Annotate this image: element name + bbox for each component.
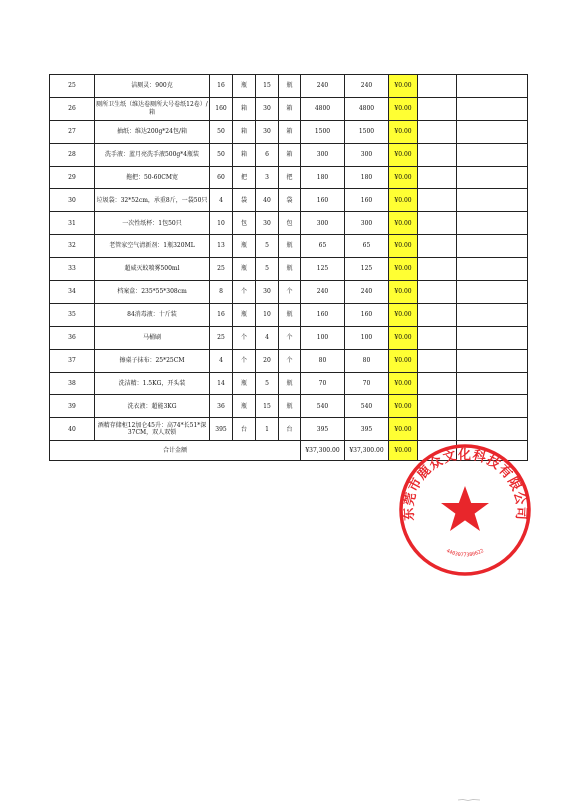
cell-no: 37: [50, 349, 95, 372]
cell-blank: [418, 418, 457, 441]
table-row: [50, 258, 528, 281]
cell-price: 300: [301, 212, 345, 235]
cell-item: 老管家空气清新剂：1瓶320ML: [95, 235, 210, 258]
cell-pack-unit: 把: [279, 166, 301, 189]
cell-pack-unit: 包: [279, 212, 301, 235]
table-row: [50, 75, 528, 98]
cell-unit: 箱: [233, 143, 256, 166]
cell-qty: 13: [210, 235, 233, 258]
cell-pack-unit: 瓶: [279, 235, 301, 258]
cell-blank: [418, 258, 457, 281]
total-label: 合计金额: [50, 441, 301, 461]
cell-no: 27: [50, 120, 95, 143]
cell-blank: [457, 372, 528, 395]
cell-pack: 1: [256, 418, 279, 441]
cell-no: 26: [50, 97, 95, 120]
cell-item: 垃圾袋：32*52cm，承重8斤，一袋50只: [95, 189, 210, 212]
table-row: [50, 166, 528, 189]
total-amount: ¥37,300.00: [345, 441, 389, 461]
cell-qty: 4: [210, 189, 233, 212]
cell-blank: [418, 166, 457, 189]
cell-amount: 240: [345, 75, 389, 98]
cell-no: 28: [50, 143, 95, 166]
cell-price: 160: [301, 189, 345, 212]
cell-price: 240: [301, 75, 345, 98]
cell-pack: 15: [256, 75, 279, 98]
cell-pack: 30: [256, 120, 279, 143]
cell-paid: ¥0.00: [389, 372, 418, 395]
cell-blank: [457, 120, 528, 143]
cell-pack-unit: 个: [279, 326, 301, 349]
cell-pack-unit: 箱: [279, 143, 301, 166]
cell-blank: [418, 235, 457, 258]
cell-blank: [418, 75, 457, 98]
cell-no: 31: [50, 212, 95, 235]
cell-blank: [418, 120, 457, 143]
table-row: [50, 189, 528, 212]
cell-qty: 50: [210, 120, 233, 143]
cell-unit: 包: [233, 212, 256, 235]
table-row: [50, 235, 528, 258]
cell-unit: 个: [233, 326, 256, 349]
cell-qty: 395: [210, 418, 233, 441]
cell-unit: 瓶: [233, 372, 256, 395]
cell-amount: 240: [345, 281, 389, 304]
cell-pack-unit: 箱: [279, 120, 301, 143]
cell-unit: 瓶: [233, 258, 256, 281]
cell-price: 70: [301, 372, 345, 395]
cell-amount: 1500: [345, 120, 389, 143]
cell-unit: 个: [233, 281, 256, 304]
cell-blank: [457, 212, 528, 235]
cell-amount: 395: [345, 418, 389, 441]
table-row: [50, 372, 528, 395]
cell-amount: 65: [345, 235, 389, 258]
cell-paid: ¥0.00: [389, 349, 418, 372]
cell-blank: [418, 395, 457, 418]
cell-pack: 6: [256, 143, 279, 166]
cell-pack: 30: [256, 281, 279, 304]
cell-paid: ¥0.00: [389, 120, 418, 143]
cell-price: 125: [301, 258, 345, 281]
cell-paid: ¥0.00: [389, 143, 418, 166]
cell-no: 32: [50, 235, 95, 258]
cell-unit: 箱: [233, 120, 256, 143]
cell-pack: 10: [256, 303, 279, 326]
cell-paid: ¥0.00: [389, 189, 418, 212]
company-seal: [396, 441, 534, 579]
cell-amount: 540: [345, 395, 389, 418]
cell-no: 34: [50, 281, 95, 304]
cell-item: 超威灭蚊喷雾500ml: [95, 258, 210, 281]
cell-amount: 160: [345, 303, 389, 326]
cell-pack-unit: 个: [279, 281, 301, 304]
cell-blank: [418, 349, 457, 372]
cell-unit: 瓶: [233, 303, 256, 326]
cell-qty: 16: [210, 75, 233, 98]
items-table: [49, 74, 528, 461]
table-row: [50, 120, 528, 143]
cell-blank: [457, 166, 528, 189]
cell-blank: [457, 189, 528, 212]
cell-item: 洗衣液：超能3KG: [95, 395, 210, 418]
cell-qty: 10: [210, 212, 233, 235]
cell-blank: [457, 395, 528, 418]
table-row: [50, 349, 528, 372]
cell-pack: 3: [256, 166, 279, 189]
cell-qty: 160: [210, 97, 233, 120]
cell-amount: 300: [345, 212, 389, 235]
cell-item: 84消毒液：十斤装: [95, 303, 210, 326]
cell-no: 36: [50, 326, 95, 349]
cell-qty: 25: [210, 326, 233, 349]
cell-pack-unit: 箱: [279, 97, 301, 120]
table-row: [50, 418, 528, 441]
cell-pack-unit: 瓶: [279, 303, 301, 326]
cell-qty: 50: [210, 143, 233, 166]
cell-item: 拖把：50-60CM宽: [95, 166, 210, 189]
cell-no: 33: [50, 258, 95, 281]
cell-paid: ¥0.00: [389, 97, 418, 120]
cell-price: 180: [301, 166, 345, 189]
table-row: [50, 281, 528, 304]
cell-amount: 100: [345, 326, 389, 349]
cell-price: 240: [301, 281, 345, 304]
cell-unit: 箱: [233, 97, 256, 120]
cell-paid: ¥0.00: [389, 303, 418, 326]
cell-qty: 60: [210, 166, 233, 189]
cell-qty: 14: [210, 372, 233, 395]
cell-unit: 瓶: [233, 395, 256, 418]
cell-blank: [457, 303, 528, 326]
cell-blank: [457, 143, 528, 166]
cell-pack-unit: 瓶: [279, 258, 301, 281]
cell-blank: [418, 212, 457, 235]
cell-qty: 8: [210, 281, 233, 304]
cell-qty: 4: [210, 349, 233, 372]
cell-blank: [457, 326, 528, 349]
cell-price: 300: [301, 143, 345, 166]
cell-pack-unit: 瓶: [279, 372, 301, 395]
table-row: [50, 395, 528, 418]
cell-item: 洗手液：蓝月亮洗手液500g*4瓶装: [95, 143, 210, 166]
cell-unit: 把: [233, 166, 256, 189]
total-price: ¥37,300.00: [301, 441, 345, 461]
seal-text: 东莞市鹿众文化科技有限公司: [401, 447, 529, 522]
cell-pack: 40: [256, 189, 279, 212]
cell-paid: ¥0.00: [389, 235, 418, 258]
cell-amount: 80: [345, 349, 389, 372]
cell-item: 抽纸：维达200g*24包/箱: [95, 120, 210, 143]
cell-pack: 15: [256, 395, 279, 418]
cell-price: 4800: [301, 97, 345, 120]
cell-pack-unit: 台: [279, 418, 301, 441]
cell-item: 厕所卫生纸（维达卷厕所大号卷纸12卷）/箱: [95, 97, 210, 120]
cell-amount: 70: [345, 372, 389, 395]
cell-price: 80: [301, 349, 345, 372]
cell-blank: [457, 97, 528, 120]
cell-price: 100: [301, 326, 345, 349]
cell-no: 25: [50, 75, 95, 98]
cell-item: 一次性纸杯：1包50只: [95, 212, 210, 235]
cell-unit: 瓶: [233, 75, 256, 98]
table-row: [50, 143, 528, 166]
cell-no: 38: [50, 372, 95, 395]
cell-blank: [457, 235, 528, 258]
cell-item: 洁厕灵：900克: [95, 75, 210, 98]
cell-paid: ¥0.00: [389, 212, 418, 235]
cell-no: 29: [50, 166, 95, 189]
cell-blank: [418, 326, 457, 349]
cell-no: 30: [50, 189, 95, 212]
cell-price: 395: [301, 418, 345, 441]
cell-paid: ¥0.00: [389, 281, 418, 304]
cell-pack-unit: 个: [279, 349, 301, 372]
cell-paid: ¥0.00: [389, 395, 418, 418]
cell-blank: [457, 349, 528, 372]
cell-unit: 袋: [233, 189, 256, 212]
cell-pack: 5: [256, 372, 279, 395]
invoice-table-container: [49, 74, 528, 461]
cell-paid: ¥0.00: [389, 258, 418, 281]
cell-item: 擦桌子抹布：25*25CM: [95, 349, 210, 372]
cell-blank: [418, 97, 457, 120]
cell-item: 洗洁精：1.5KG，开头装: [95, 372, 210, 395]
cell-paid: ¥0.00: [389, 75, 418, 98]
cell-pack: 5: [256, 235, 279, 258]
cell-pack: 5: [256, 258, 279, 281]
cell-unit: 台: [233, 418, 256, 441]
cell-unit: 瓶: [233, 235, 256, 258]
page-mark-scribble: [457, 798, 481, 802]
cell-price: 1500: [301, 120, 345, 143]
cell-blank: [457, 281, 528, 304]
cell-price: 65: [301, 235, 345, 258]
cell-item: 马桶刷: [95, 326, 210, 349]
cell-no: 39: [50, 395, 95, 418]
items-table-body: [50, 75, 528, 441]
cell-no: 35: [50, 303, 95, 326]
cell-qty: 25: [210, 258, 233, 281]
cell-blank: [457, 258, 528, 281]
table-row: [50, 97, 528, 120]
cell-paid: ¥0.00: [389, 418, 418, 441]
cell-qty: 36: [210, 395, 233, 418]
cell-blank: [418, 189, 457, 212]
cell-pack: 30: [256, 97, 279, 120]
cell-paid: ¥0.00: [389, 166, 418, 189]
cell-pack-unit: 袋: [279, 189, 301, 212]
cell-blank: [418, 281, 457, 304]
seal-star-icon: [441, 486, 489, 531]
cell-amount: 300: [345, 143, 389, 166]
cell-pack: 30: [256, 212, 279, 235]
cell-blank: [457, 418, 528, 441]
cell-paid: ¥0.00: [389, 326, 418, 349]
cell-qty: 16: [210, 303, 233, 326]
cell-unit: 个: [233, 349, 256, 372]
cell-pack-unit: 瓶: [279, 75, 301, 98]
cell-blank: [418, 303, 457, 326]
cell-amount: 125: [345, 258, 389, 281]
cell-pack: 20: [256, 349, 279, 372]
cell-amount: 180: [345, 166, 389, 189]
total-paid: ¥0.00: [389, 441, 418, 461]
cell-pack-unit: 瓶: [279, 395, 301, 418]
table-row: [50, 212, 528, 235]
table-row: [50, 326, 528, 349]
cell-blank: [418, 143, 457, 166]
seal-number: 4403077380622: [445, 548, 485, 559]
cell-item: 档案盒：235*55*308cm: [95, 281, 210, 304]
cell-blank: [418, 372, 457, 395]
cell-price: 540: [301, 395, 345, 418]
cell-blank: [457, 75, 528, 98]
table-row: [50, 303, 528, 326]
cell-item: 酒精存储柜12加仑45升：高74*长51*深37CM，双人双锁: [95, 418, 210, 441]
cell-no: 40: [50, 418, 95, 441]
cell-amount: 160: [345, 189, 389, 212]
cell-amount: 4800: [345, 97, 389, 120]
cell-pack: 4: [256, 326, 279, 349]
cell-price: 160: [301, 303, 345, 326]
